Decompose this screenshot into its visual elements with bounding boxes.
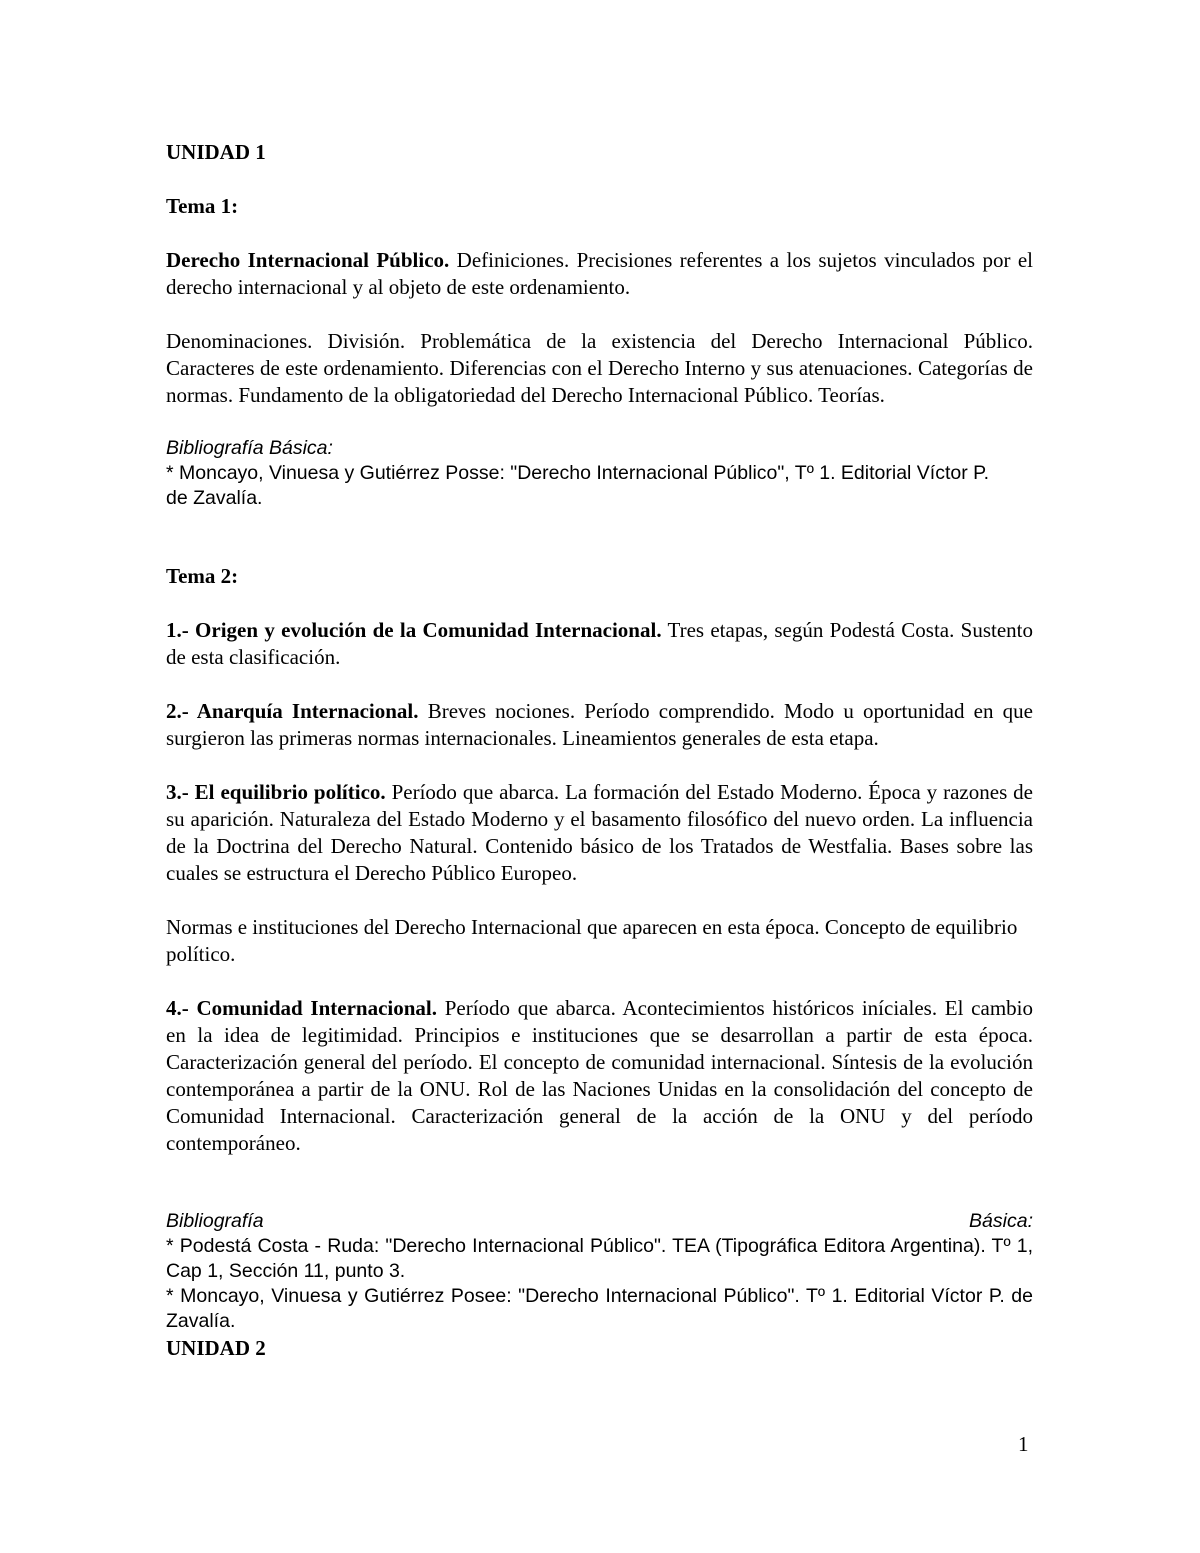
unidad-2-title: UNIDAD 2 [166, 1336, 266, 1360]
tema-2-item-4 [166, 995, 1033, 1157]
tema-1-bibliography [166, 436, 1033, 511]
tema-2-bibliography-label-left: Bibliografía [166, 1210, 264, 1232]
tema-1-bibliography-label: Bibliografía Básica: [166, 437, 333, 459]
tema-2-item-4-bold: 4.- Comunidad Internacional. [166, 996, 437, 1020]
tema-2-item-2 [166, 698, 1033, 752]
tema-1-paragraph-1 [166, 247, 1033, 301]
tema-2-item-1-text: Tres etapas, según Podestá Costa. Sustento de esta clasificación. [166, 618, 1033, 669]
tema-2-item-2-bold: 2.- Anarquía Internacional. [166, 699, 419, 723]
document-body [166, 139, 1033, 1362]
unidad-1-title: UNIDAD 1 [166, 140, 266, 164]
tema-2-item-2-text: Breves nociones. Período comprendido. Modo u oportunidad en que surgieron las primeras normas internacionales. Lineamientos generales de esta etapa. [166, 699, 1034, 750]
tema-2-item-4-text: Período que abarca. Acontecimientos históricos iníciales. El cambio en la idea de legitimidad. Principios e instituciones que se desarrollan a partir de esta época. Caracterización general del período. El concepto de comunidad internacional. Síntesis de la evolución contemporánea a partir de la ONU. Rol de las Naciones Unidas en la consolidación del concepto de Comunidad Internacional. Caracterización general de la acción de la ONU y del período contemporáneo. [166, 996, 1033, 1155]
tema-2-item-3-text: Período que abarca. La formación del Estado Moderno. Época y razones de su aparición. Naturaleza del Estado Moderno y el basamento filosófico del nuevo orden. La influencia de la Doctrina del Derecho Natural. Contenido básico de los Tratados de Westfalia. Bases sobre las cuales se estructura el Derecho Público Europeo. [166, 780, 1033, 885]
page-number: 1 [1018, 1432, 1029, 1456]
tema-2-bibliography-label [166, 1209, 1033, 1234]
tema-1-bibliography-item: * Moncayo, Vinuesa y Gutiérrez Posse: "Derecho Internacional Público", Tº 1. Editorial Víctor P. de Zavalía. [166, 462, 990, 509]
tema-2-item-3-continuation: Normas e instituciones del Derecho Internacional que aparecen en esta época. Concepto de equilibrio político. [166, 915, 1018, 966]
tema-2-bibliography [166, 1209, 1033, 1334]
tema-2-item-1 [166, 617, 1033, 671]
tema-1-bold-lead: Derecho Internacional Público. [166, 248, 450, 272]
tema-2-item-3-bold: 3.- El equilibrio político. [166, 780, 386, 804]
tema-2-bibliography-item-2: * Moncayo, Vinuesa y Gutiérrez Posee: "Derecho Internacional Público". Tº 1. Editorial Víctor P. de Zavalía. [166, 1285, 1033, 1332]
tema-2-heading: Tema 2: [166, 564, 239, 588]
tema-2-item-1-bold: 1.- Origen y evolución de la Comunidad Internacional. [166, 618, 662, 642]
tema-1-paragraph-2: Denominaciones. División. Problemática de la existencia del Derecho Internacional Público. Caracteres de este ordenamiento. Diferencias con el Derecho Interno y sus atenuaciones. Categorías de normas. Fundamento de la obligatoriedad del Derecho Internacional Público. Teorías. [166, 329, 1033, 407]
tema-1-heading: Tema 1: [166, 194, 239, 218]
tema-2-bibliography-item-1: * Podestá Costa - Ruda: "Derecho Internacional Público". TEA (Tipográfica Editora Argentina). Tº 1, Cap 1, Sección 11, punto 3. [166, 1235, 1033, 1282]
tema-2-bibliography-label-right: Básica: [969, 1210, 1033, 1232]
tema-2-item-3 [166, 779, 1033, 887]
tema-1-paragraph-1-text: Definiciones. Precisiones referentes a los sujetos vinculados por el derecho internacional y al objeto de este ordenamiento. [166, 248, 1033, 299]
